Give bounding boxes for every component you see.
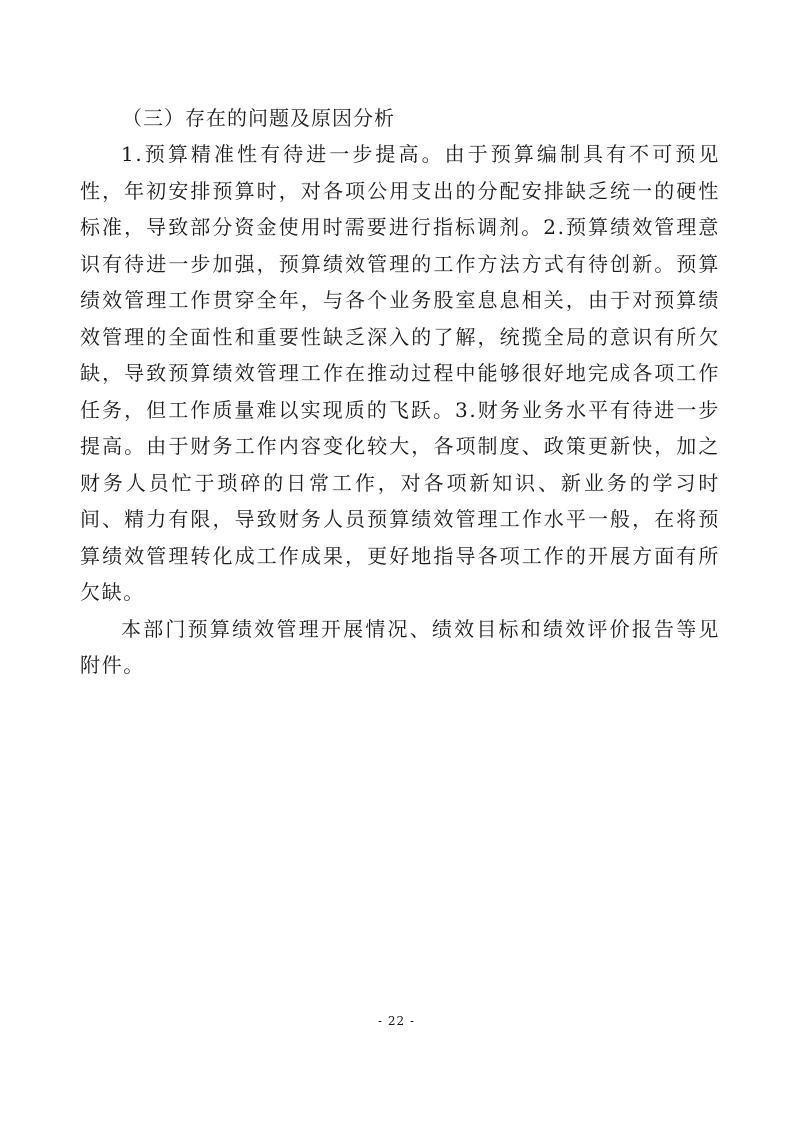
document-body	[80, 100, 720, 684]
page-number: - 22 -	[377, 1014, 415, 1028]
body-paragraph-causes: 1.预算精准性有待进一步提高。由于预算编制具有不可预见性，年初安排预算时，对各项公用支出的分配安排缺乏统一的硬性标准，导致部分资金使用时需要进行指标调剂。2.预算绩效管理意识有待进一步加强，预算绩效管理的工作方法方式有待创新。预算绩效管理工作贯穿全年，与各个业务股室息息相关，由于对预算绩效管理的全面性和重要性缺乏深入的了解，统揽全局的意识有所欠缺，导致预算绩效管理工作在推动过程中能够很好地完成各项工作任务，但工作质量难以实现质的飞跃。3.财务业务水平有待进一步提高。由于财务工作内容变化较大，各项制度、政策更新快，加之财务人员忙于琐碎的日常工作，对各项新知识、新业务的学习时间、精力有限，导致财务人员预算绩效管理工作水平一般，在将预算绩效管理转化成工作成果，更好地指导各项工作的开展方面有所欠缺。	[80, 142, 720, 604]
section-heading: （三）存在的问题及原因分析	[122, 106, 395, 130]
body-paragraph-attachments: 本部门预算绩效管理开展情况、绩效目标和绩效评价报告等见附件。	[80, 616, 720, 677]
